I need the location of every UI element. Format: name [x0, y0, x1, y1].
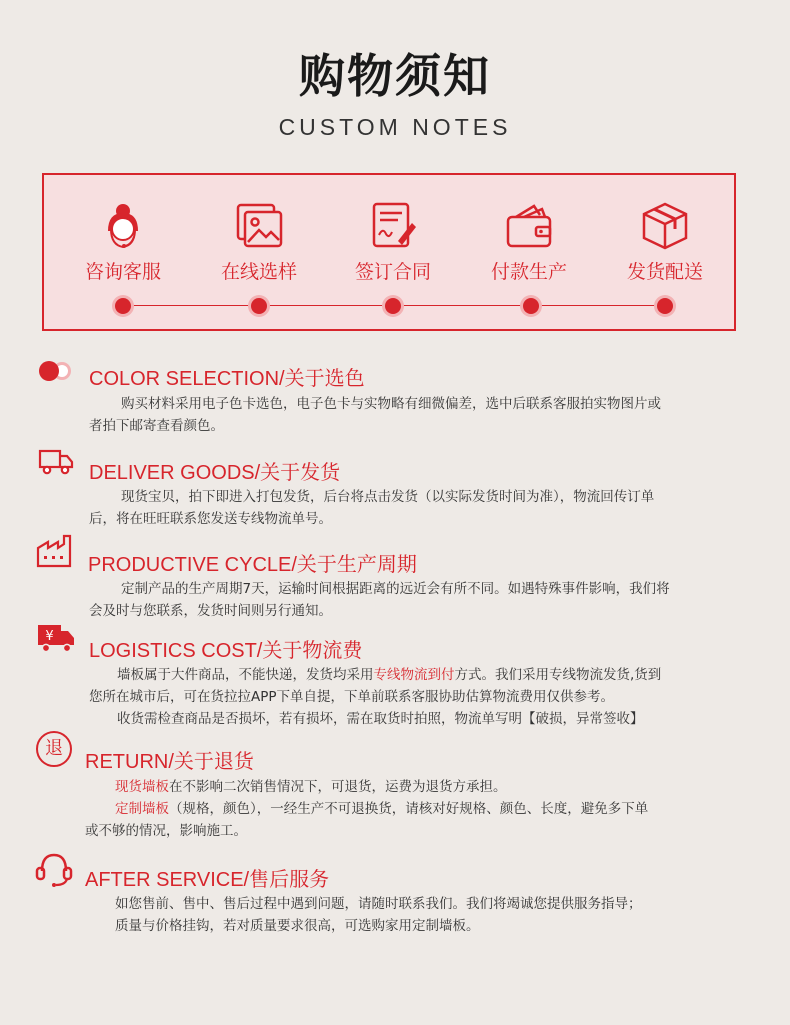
- body-line: 会及时与您联系，发货时间则另行通知。: [89, 603, 332, 619]
- section-title-color: COLOR SELECTION/关于选色: [89, 368, 365, 390]
- timeline-dot: [115, 298, 131, 314]
- body-text: 墙板属于大件商品，不能快递，发货均采用: [117, 667, 374, 683]
- timeline-dot: [523, 298, 539, 314]
- process-panel: [42, 173, 736, 331]
- body-line: [85, 798, 745, 820]
- highlight-text: 定制墙板: [115, 801, 169, 817]
- contract-sign-icon: [368, 201, 418, 251]
- step-label: 发货配送: [626, 261, 703, 283]
- body-line: [85, 776, 745, 798]
- body-line: [89, 664, 749, 686]
- delivery-truck-icon: [38, 448, 74, 476]
- body-line: 或不够的情况，影响施工。: [85, 823, 247, 839]
- step-label: 咨询客服: [84, 261, 161, 283]
- section-title-deliver: DELIVER GOODS/关于发货: [89, 462, 341, 484]
- body-text: （规格，颜色），一经生产不可退换货，请核对好规格、颜色、长度，避免多下单: [169, 801, 649, 817]
- section-body-after: [85, 893, 745, 937]
- customer-service-icon: [98, 201, 148, 251]
- timeline-dot: [251, 298, 267, 314]
- body-line: 购买材料采用电子色卡选色，电子色卡与实物略有细微偏差，选中后联系客服拍实物图片或: [121, 396, 661, 412]
- section-title-logistics: LOGISTICS COST/关于物流费: [89, 640, 363, 662]
- logistics-cost-truck-icon: [37, 623, 75, 653]
- body-line: 者拍下邮寄查看颜色。: [89, 418, 224, 434]
- section-body-return: [85, 776, 745, 842]
- highlight-text: 专线物流到付: [373, 667, 455, 683]
- section-body-color: [89, 393, 739, 437]
- step-label: 签订合同: [354, 261, 431, 283]
- color-circles-icon: [38, 359, 74, 383]
- svg-text:¥: ¥: [45, 629, 54, 644]
- process-step-payment: [474, 201, 584, 284]
- package-icon: [640, 201, 690, 251]
- image-select-icon: [234, 201, 284, 251]
- timeline-dot: [657, 298, 673, 314]
- highlight-text: 现货墙板: [115, 779, 169, 795]
- process-step-contract: [338, 201, 448, 284]
- body-line: 如您售前、售中、售后过程中遇到问题，请随时联系我们。我们将竭诚您提供服务指导；: [115, 896, 642, 912]
- body-line: 收货需检查商品是否损坏，若有损坏，需在取货时拍照，物流单写明【破损，异常签收】: [117, 711, 644, 727]
- timeline-dot: [385, 298, 401, 314]
- step-label: 在线选样: [220, 261, 297, 283]
- process-step-delivery: [610, 201, 720, 284]
- body-text: 在不影响二次销售情况下，可退货，运费为退货方承担。: [169, 779, 507, 795]
- headset-icon: [34, 851, 74, 887]
- section-body-deliver: [89, 486, 739, 530]
- section-body-cycle: [89, 578, 739, 622]
- process-step-consult: [68, 201, 178, 284]
- return-icon: 退: [36, 731, 72, 767]
- section-title-cycle: PRODUCTIVE CYCLE/关于生产周期: [88, 554, 417, 576]
- page-subtitle: CUSTOM NOTES: [278, 114, 512, 140]
- page-title: 购物须知: [299, 49, 491, 103]
- process-step-sample: [204, 201, 314, 284]
- section-title-after: AFTER SERVICE/售后服务: [85, 869, 330, 891]
- body-line: 后，将在旺旺联系您发送专线物流单号。: [89, 511, 332, 527]
- body-line: 现货宝贝，拍下即进入打包发货，后台将点击发货（以实际发货时间为准），物流回传订单: [121, 489, 655, 505]
- section-body-logistics: [89, 664, 749, 730]
- body-line: 您所在城市后，可在货拉拉APP下单自提，下单前联系客服协助估算物流费用仅供参考。: [89, 689, 615, 705]
- wallet-icon: [504, 201, 554, 251]
- section-title-return: RETURN/关于退货: [85, 751, 254, 773]
- body-line: 质量与价格挂钩，若对质量要求很高，可选购家用定制墙板。: [115, 918, 480, 934]
- step-label: 付款生产: [490, 261, 567, 283]
- body-text: 方式。我们采用专线物流发货,货到: [454, 667, 662, 683]
- factory-icon: [36, 534, 74, 568]
- body-line: 定制产品的生产周期7天，运输时间根据距离的远近会有所不同。如遇特殊事件影响，我们将: [121, 581, 670, 597]
